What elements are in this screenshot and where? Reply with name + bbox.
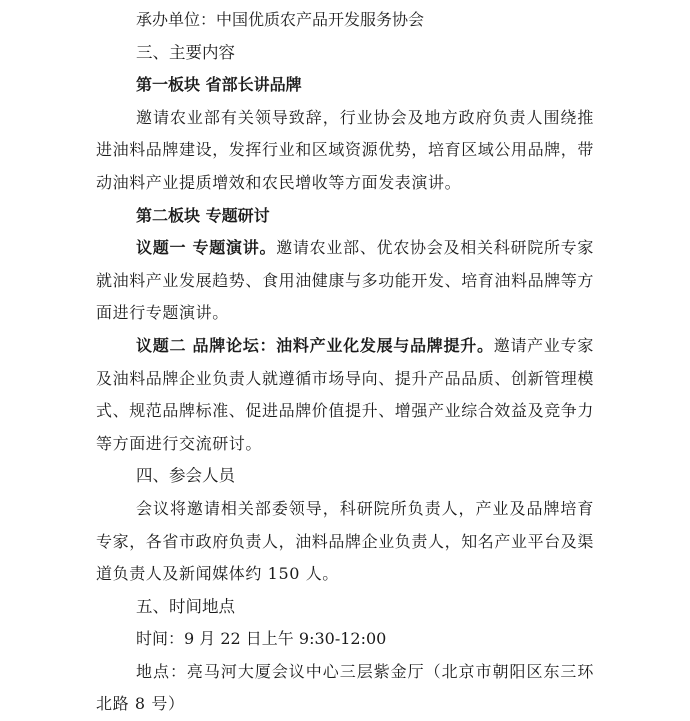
organizer-value: 中国优质农产品开发服务协会 xyxy=(216,10,425,29)
block-2-title: 第二板块 专题研讨 xyxy=(136,205,270,225)
section-5-title: 五、时间地点 xyxy=(136,596,235,616)
organizer-line xyxy=(96,4,594,37)
topic-2-lead: 议题二 品牌论坛：油料产业化发展与品牌提升。 xyxy=(136,335,494,355)
topic-1-paragraph xyxy=(96,232,594,330)
topic-2-body: 邀请产业专家及油料品牌企业负责人就遵循市场导向、提升产品品质、创新管理模式、规范品牌标准、促进品牌价值提升、增强产业综合效益及竞争力等方面进行交流研讨。 xyxy=(96,335,595,453)
section-3-title: 三、主要内容 xyxy=(136,42,235,62)
block-1-body: 邀请农业部有关领导致辞，行业协会及地方政府负责人围绕推进油料品牌建设，发挥行业和区域资源优势，培育区域公用品牌，带动油料产业提质增效和农民增收等方面发表演讲。 xyxy=(96,107,595,192)
organizer-label: 承办单位： xyxy=(136,10,217,29)
meeting-place: 地点：亮马河大厦会议中心三层紫金厅（北京市朝阳区东三环北路 8 号） xyxy=(96,661,594,714)
topic-1-body: 邀请农业部、优农协会及相关科研院所专家就油料产业发展趋势、食用油健康与多功能开发、培育油料品牌等方面进行专题演讲。 xyxy=(96,238,595,323)
topic-1-lead: 议题一 专题演讲。 xyxy=(136,238,277,258)
meeting-time: 时间：9 月 22 日上午 9:30-12:00 xyxy=(136,629,387,649)
block-1-title: 第一板块 省部长讲品牌 xyxy=(136,75,302,95)
topic-2-paragraph xyxy=(96,330,594,460)
section-4-body: 会议将邀请相关部委领导，科研院所负责人，产业及品牌培育专家，各省市政府负责人，油料品牌企业负责人，知名产业平台及渠道负责人及新闻媒体约 150 人。 xyxy=(96,498,595,584)
section-4-title: 四、参会人员 xyxy=(136,466,235,486)
